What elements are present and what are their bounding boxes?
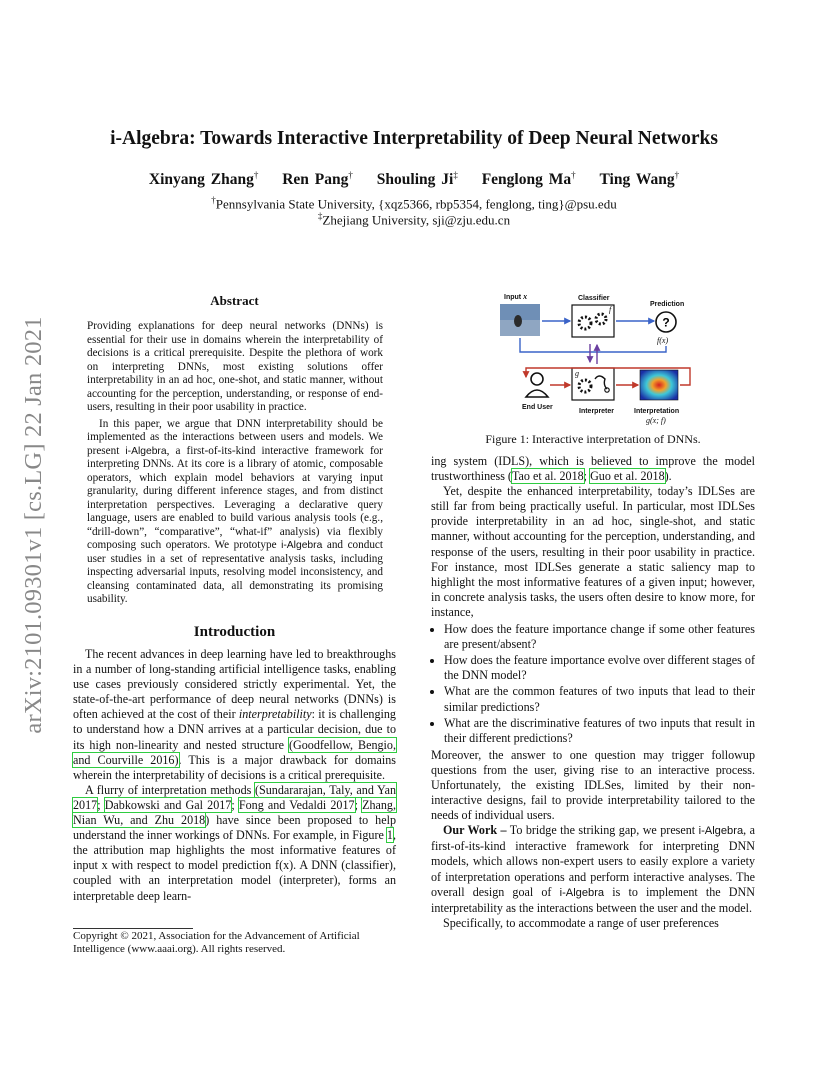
citation-link[interactable]: Fong and Vedaldi 2017	[238, 797, 355, 812]
input-label: Input x	[504, 292, 528, 301]
right-paragraph-3: Moreover, the answer to one question may trigger followup questions from the user, giving rise to an interactive process. Unfortunately, the existing IDLSes, limited by their non-interactive designs, fail to provide interpretability tailored to the needs of individual users.	[431, 747, 755, 823]
interpretation-var: g(x; f)	[646, 416, 666, 425]
list-item: • How does the feature importance evolve over different stages of the DNN model?	[444, 653, 755, 683]
end-user-icon	[531, 373, 543, 385]
end-user-label: End User	[522, 404, 553, 411]
author: Shouling Ji‡	[376, 170, 458, 189]
author-list	[0, 170, 828, 189]
arxiv-sidebar	[14, 290, 54, 760]
abstract-paragraph-2: In this paper, we argue that DNN interpretability should be implemented as the interactions between users and models. We present i-Algebra, a first-of-its-kind interactive framework for interpreting DNNs. At its core is a library of atomic, composable operators, which explain model behaviors at varying input granularity, during different inference stages, and from distinct interpretation perspectives. Leveraging a declarative query language, users are enabled to build various analysis tools (e.g., “drill-down”, “comparative”, “what-if” analysis) via flexibly composing such operators. We prototype i-Algebra and conduct user studies in a set of representative analysis tasks, including inspecting adversarial inputs, resolving model inconsistency, and cleansing contaminated data, all demonstrating its promising usability.	[87, 417, 383, 605]
interpretation-label: Interpretation	[634, 408, 680, 415]
interpretation-heatmap	[640, 370, 678, 400]
right-column-body	[431, 454, 755, 931]
arxiv-id: arXiv:2101.09301v1 [cs.LG] 22 Jan 2021	[20, 316, 47, 734]
author: Ren Pang†	[282, 170, 353, 189]
author: Fenglong Ma†	[481, 170, 576, 189]
our-work-paragraph: Our Work – To bridge the striking gap, we present i-Algebra, a first-of-its-kind interactive framework for interpreting DNN models, which allows non-expert users to easily explore a variety of interpretation operations and perform interactive analyses. The overall design goal of i-Algebra is to implement the DNN interpretability as the interactions between the user and the model.	[431, 823, 755, 915]
citation-link[interactable]: (Goodfellow, Bengio, and Courville 2016)	[73, 737, 396, 767]
interpreter-label: Interpreter	[579, 408, 615, 415]
list-item: • What are the common features of two inputs that lead to their similar predictions?	[444, 684, 755, 714]
question-list	[431, 622, 755, 746]
affiliation-1: †Pennsylvania State University, {xqz5366, rbp5354, fenglong, ting}@psu.edu	[211, 195, 617, 212]
citation-link[interactable]: Guo et al. 2018	[590, 469, 665, 484]
intro-paragraph-2: A flurry of interpretation methods (Sundararajan, Taly, and Yan 2017; Dabkowski and Gal 2017; Fong and Vedaldi 2017; Zhang, Nian Wu, and Zhu 2018) have since been proposed to help understand the inner workings of DNNs. For example, in Figure 1, the attribution map highlights the most informative features of input x with respect to model prediction f(x). A DNN (classifier), coupled with an interpretation model (interpreter), forms an interpretable deep learn-	[73, 782, 396, 903]
figure-reference-link[interactable]: 1	[386, 828, 393, 843]
abstract-paragraph-1: Providing explanations for deep neural networks (DNNs) is essential for their use in domains wherein the interpretability of decisions is a critical prerequisite. Despite the plethora of work on interpreting DNNs, most existing solutions offer interpretability in an ad hoc, one-shot, and static manner, without accounting for the perception, understanding, or response of end-users, resulting in their poor usability in practice.	[87, 320, 383, 413]
abstract-heading: Abstract	[210, 293, 259, 308]
introduction-heading: Introduction	[193, 624, 276, 640]
citation-link[interactable]: Dabkowski and Gal 2017	[104, 797, 232, 812]
copyright-footnote: Copyright © 2021, Association for the Advancement of Artificial Intelligence (www.aaai.org). All rights reserved.	[73, 930, 360, 955]
svg-text:f: f	[609, 305, 612, 314]
prediction-var: f(x)	[657, 336, 669, 345]
prediction-label: Prediction	[650, 301, 685, 308]
svg-text:g: g	[575, 369, 579, 378]
citation-link[interactable]: (Sundararajan, Taly, and Yan 2017	[73, 782, 396, 812]
introduction-body	[73, 647, 396, 904]
citation-link[interactable]: Tao et al. 2018	[511, 469, 584, 484]
right-paragraph-1: ing system (IDLS), which is believed to improve the model trustworthiness (Tao et al. 2018; Guo et al. 2018).	[431, 454, 755, 484]
figure-1-diagram	[482, 290, 704, 430]
intro-paragraph-1: The recent advances in deep learning have led to breakthroughs in a number of long-standing artificial intelligence tasks, enabling use cases previously considered strictly experimental. Yet, the state-of-the-art performance of deep neural networks (DNNs) is often achieved at the cost of their interpretability: it is challenging to understand how a DNN arrives at a particular decision, due to its high non-linearity and nested structure (Goodfellow, Bengio, and Courville 2016). This is a major drawback for domains wherein the interpretability of decisions is a critical prerequisite.	[73, 647, 397, 782]
classifier-label: Classifier	[578, 295, 610, 302]
list-item: • How does the feature importance change if some other features are present/absent?	[444, 622, 755, 652]
right-paragraph-5: Specifically, to accommodate a range of user preferences	[443, 915, 719, 930]
citation-link[interactable]: Zhang, Nian Wu, and Zhu 2018	[73, 797, 396, 828]
figure-1-caption: Figure 1: Interactive interpretation of DNNs.	[485, 432, 701, 446]
author: Ting Wang†	[599, 170, 680, 189]
paper-title: i-Algebra: Towards Interactive Interpretability of Deep Neural Networks	[110, 128, 718, 149]
author: Xinyang Zhang†	[148, 170, 259, 189]
svg-text:?: ?	[662, 315, 670, 330]
footnote-rule	[73, 928, 193, 929]
abstract-body	[87, 320, 383, 607]
list-item: • What are the discriminative features of two inputs that result in their different predictions?	[444, 716, 755, 746]
affiliation-2: ‡Zhejiang University, sji@zju.edu.cn	[317, 211, 511, 228]
right-paragraph-2: Yet, despite the enhanced interpretability, today’s IDLSes are still far from being practically useful. In particular, most IDLSes provide interpretability in an ad hoc, single-shot, and static manner, without accounting for the perception, understanding, and response of the users, resulting in their poor usability in practice. For instance, most IDLSes generate a static saliency map to highlight the most informative features of a given input; however, in concrete analysis tasks, the users often desire to know more, for instance,	[431, 484, 755, 619]
